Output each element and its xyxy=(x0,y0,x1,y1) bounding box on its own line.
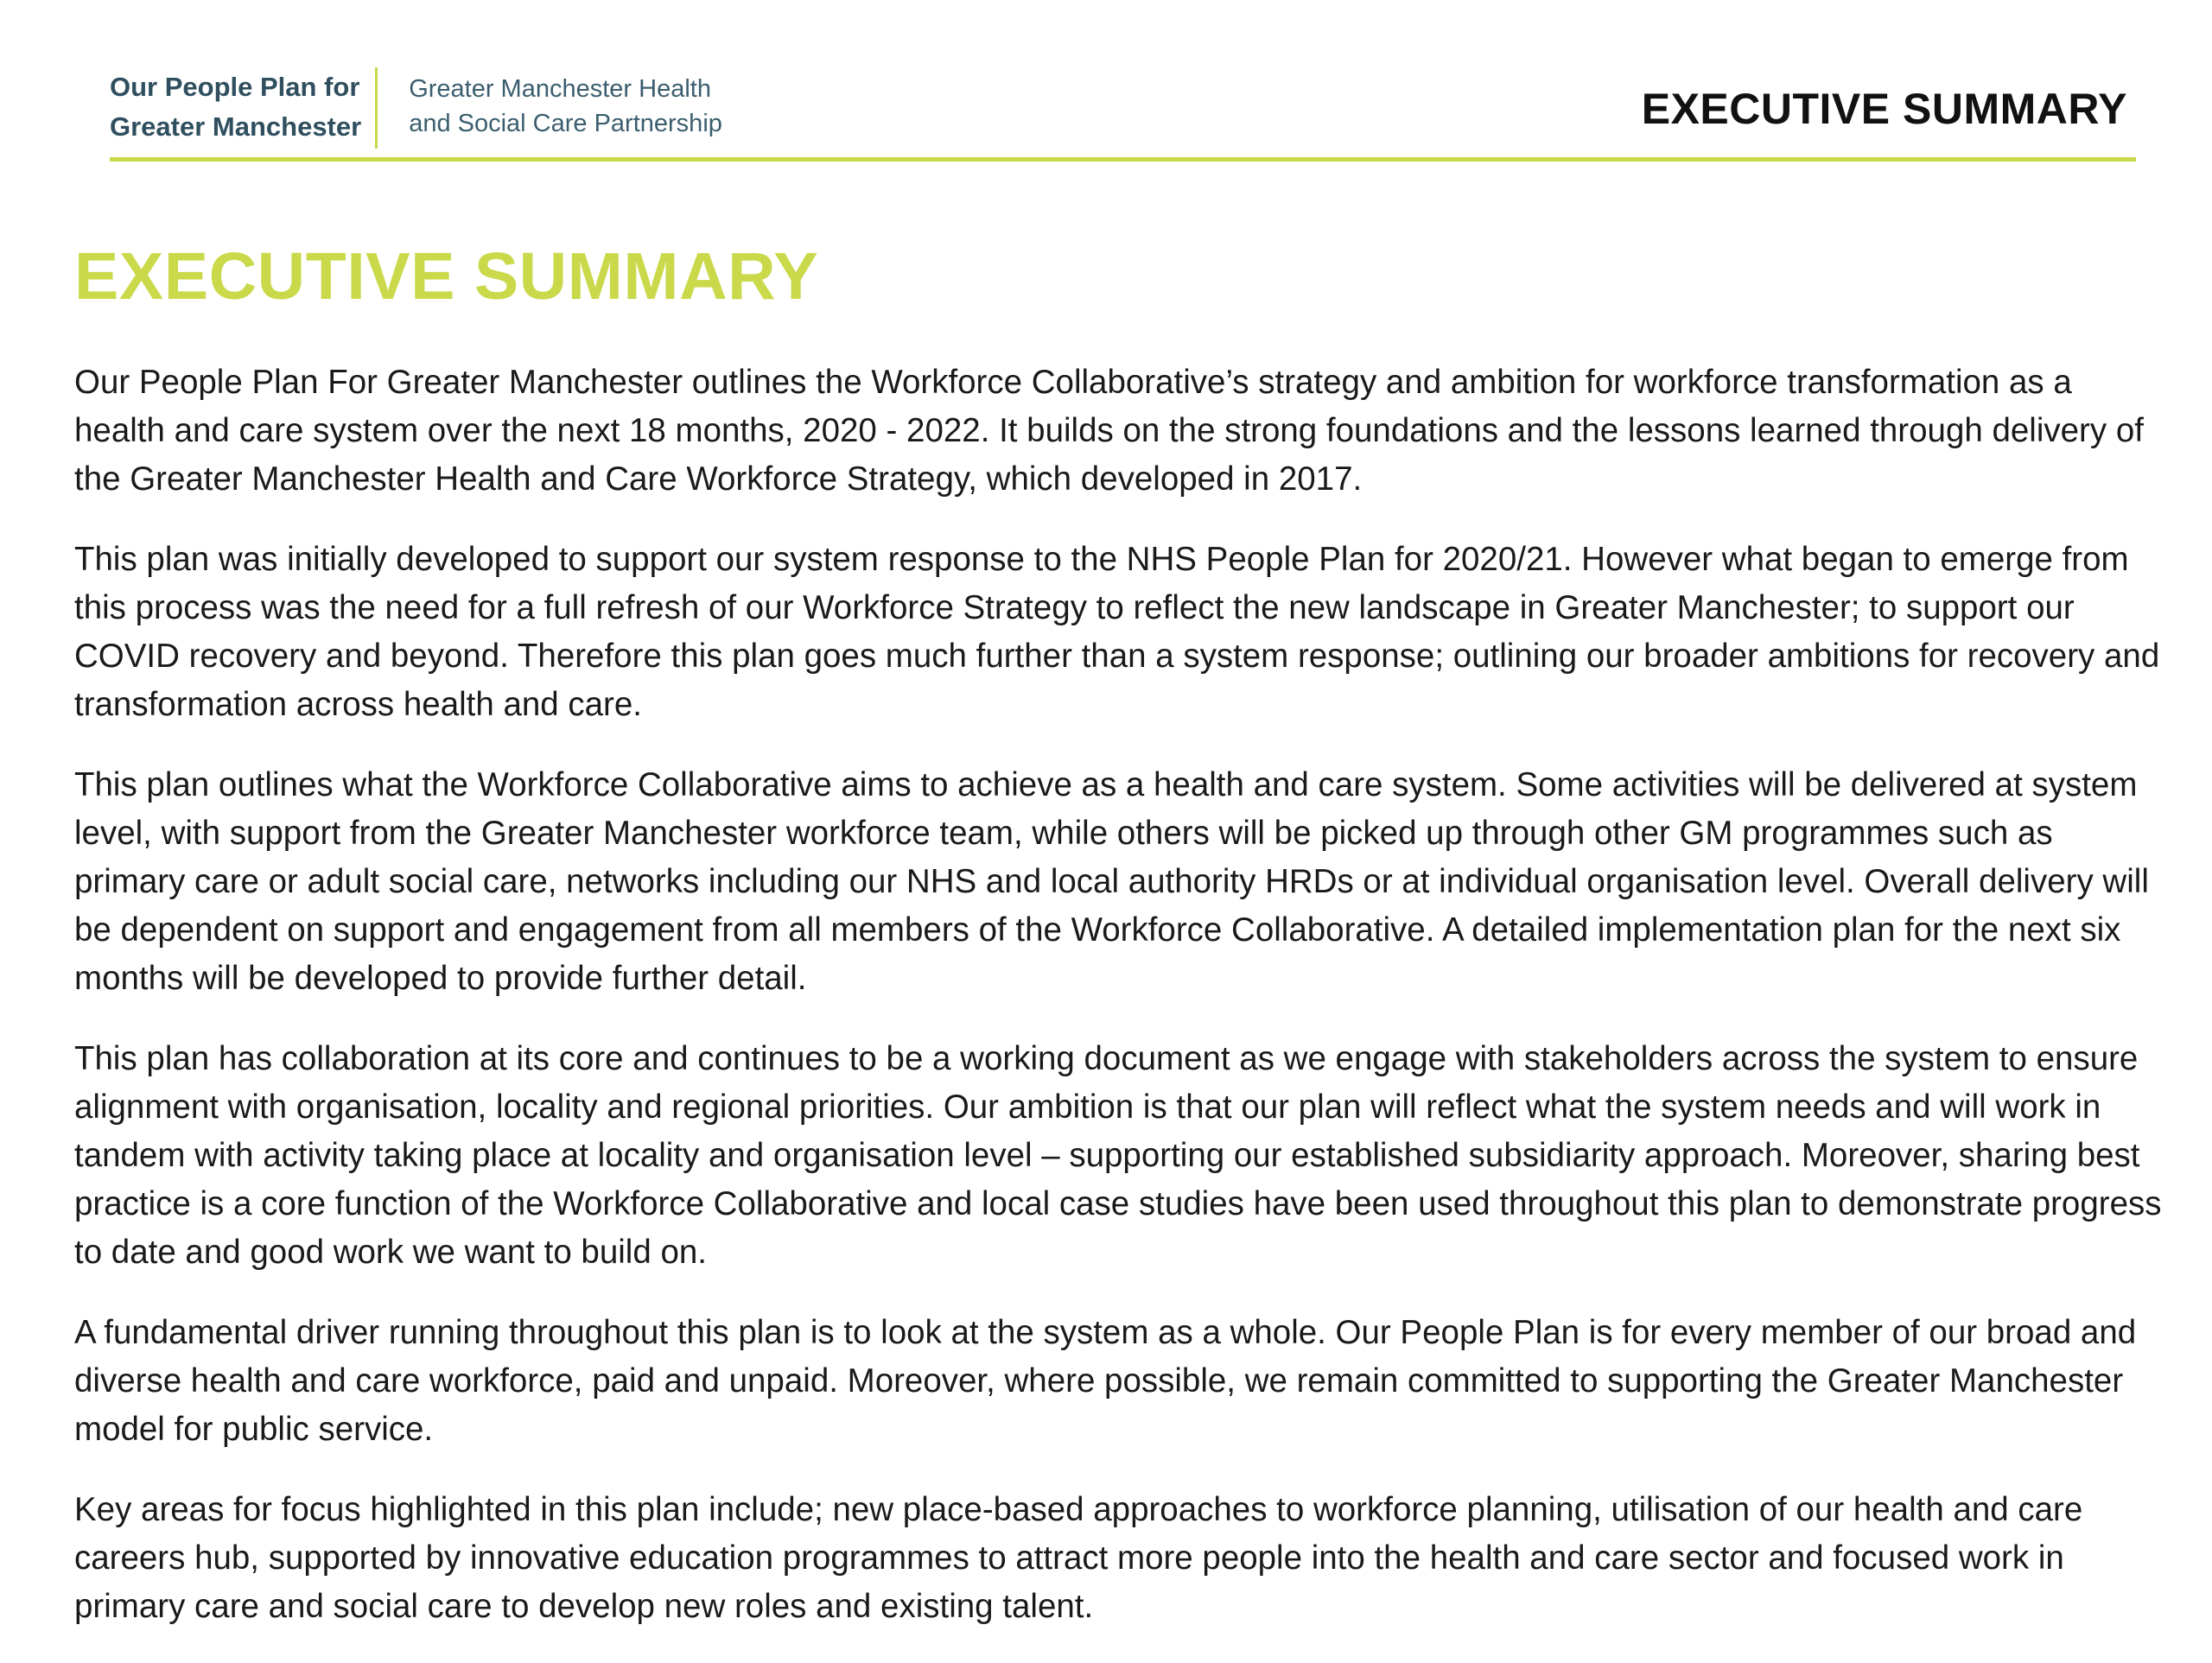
brand-name xyxy=(110,67,378,149)
paragraph-2: This plan was initially developed to support our system response to the NHS People Plan for 2020/21. However what began to emerge from this process was the need for a full refresh of our Workforce Strategy to reflect the new landscape in Greater Manchester; to support our COVID recovery and beyond. Therefore this plan goes much further than a system response; outlining our broader ambitions for recovery and transformation across health and care. xyxy=(74,541,2160,723)
partner-line-2: and Social Care Partnership xyxy=(409,110,722,137)
brand-line-2: Greater Manchester xyxy=(110,111,362,142)
page-header xyxy=(110,67,2136,162)
brand-logo xyxy=(110,67,722,149)
brand-line-1: Our People Plan for xyxy=(110,72,360,102)
header-section-title: EXECUTIVE SUMMARY xyxy=(1641,85,2127,133)
page-title: EXECUTIVE SUMMARY xyxy=(74,239,819,314)
paragraph-5: A fundamental driver running throughout this plan is to look at the system as a whole. Our People Plan is for every member of our broad and diverse health and care workforce, paid and unpaid. Moreover, where possible, we remain committed to supporting the Greater Manchester model for public service. xyxy=(74,1314,2137,1448)
body-text xyxy=(74,359,2165,1663)
paragraph-3: This plan outlines what the Workforce Collaborative aims to achieve as a health and care system. Some activities will be delivered at system level, with support from the Greater Manchester workforce team, while others will be picked up through other GM programmes such as primary care or adult social care, networks including our NHS and local authority HRDs or at individual organisation level. Overall delivery will be dependent on support and engagement from all members of the Workforce Collaborative. A detailed implementation plan for the next six months will be developed to provide further detail. xyxy=(74,766,2149,997)
paragraph-4: This plan has collaboration at its core and continues to be a working document as we engage with stakeholders across the system to ensure alignment with organisation, locality and regional priorities. Our ambition is that our plan will reflect what the system needs and will work in tandem with activity taking place at locality and organisation level – supporting our established subsidiarity approach. Moreover, sharing best practice is a core function of the Workforce Collaborative and local case studies have been used throughout this plan to demonstrate progress to date and good work we want to build on. xyxy=(74,1040,2162,1271)
paragraph-6: Key areas for focus highlighted in this plan include; new place-based approaches to workforce planning, utilisation of our health and care careers hub, supported by innovative education programmes to attract more people into the health and care sector and focused work in primary care and social care to develop new roles and existing talent. xyxy=(74,1491,2083,1625)
partner-name xyxy=(378,67,722,141)
paragraph-1: Our People Plan For Greater Manchester outlines the Workforce Collaborative’s strategy and ambition for workforce transformation as a health and care system over the next 18 months, 2020 - 2022. It builds on the strong foundations and the lessons learned through delivery of the Greater Manchester Health and Care Workforce Strategy, which developed in 2017. xyxy=(74,364,2144,498)
partner-line-1: Greater Manchester Health xyxy=(409,75,711,103)
